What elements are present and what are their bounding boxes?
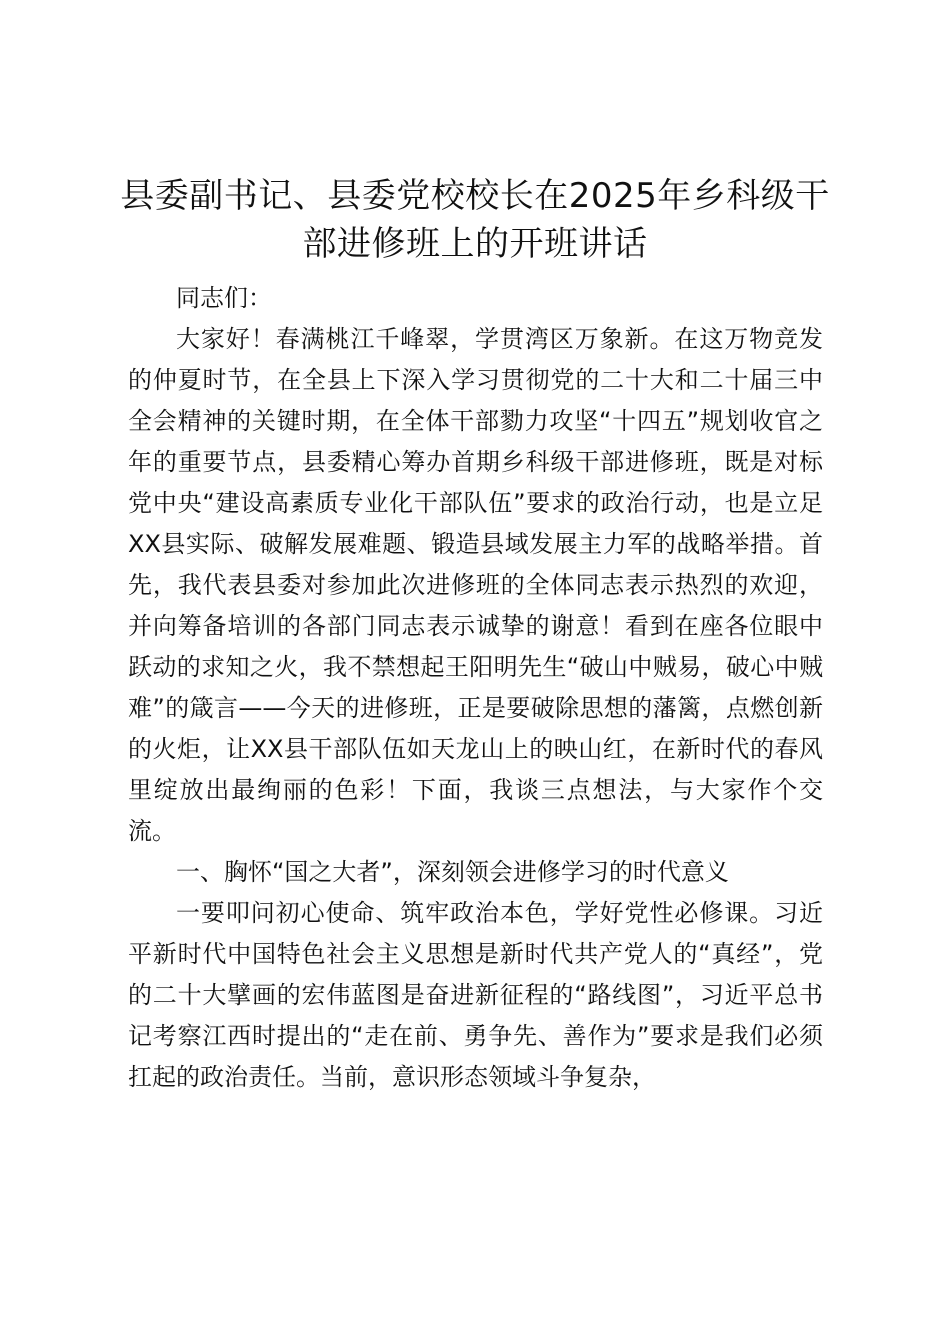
document-body xyxy=(128,278,823,1098)
section-heading: 一、胸怀“国之大者”，深刻领会进修学习的时代意义 xyxy=(176,858,729,886)
salutation: 同志们： xyxy=(176,284,272,312)
document-title: 县委副书记、县委党校校长在2025年乡科级干部进修班上的开班讲话 xyxy=(120,176,830,264)
opening-paragraph: 大家好！春满桃江千峰翠，学贯湾区万象新。在这万物竞发的仲夏时节，在全县上下深入学习贯彻党的二十大和二十届三中全会精神的关键时期，在全体干部勠力攻坚“十四五”规划收官之年的重要节点，县委精心筹办首期乡科级干部进修班，既是对标党中央“建设高素质专业化干部队伍”要求的政治行动，也是立足XX县实际、破解发展难题、锻造县域发展主力军的战略举措。首先，我代表县委对参加此次进修班的全体同志表示热烈的欢迎，并向筹备培训的各部门同志表示诚挚的谢意！看到在座各位眼中跃动的求知之火，我不禁想起王阳明先生“破山中贼易，破心中贼难”的箴言——今天的进修班，正是要破除思想的藩篱，点燃创新的火炬，让XX县干部队伍如天龙山上的映山红，在新时代的春风里绽放出最绚丽的色彩！下面，我谈三点想法，与大家作个交流。 xyxy=(128,325,823,845)
section-paragraph: 一要叩问初心使命、筑牢政治本色，学好党性必修课。习近平新时代中国特色社会主义思想是新时代共产党人的“真经”，党的二十大擘画的宏伟蓝图是奋进新征程的“路线图”，习近平总书记考察江西时提出的“走在前、勇争先、善作为”要求是我们必须扛起的政治责任。当前，意识形态领域斗争复杂， xyxy=(128,899,823,1091)
